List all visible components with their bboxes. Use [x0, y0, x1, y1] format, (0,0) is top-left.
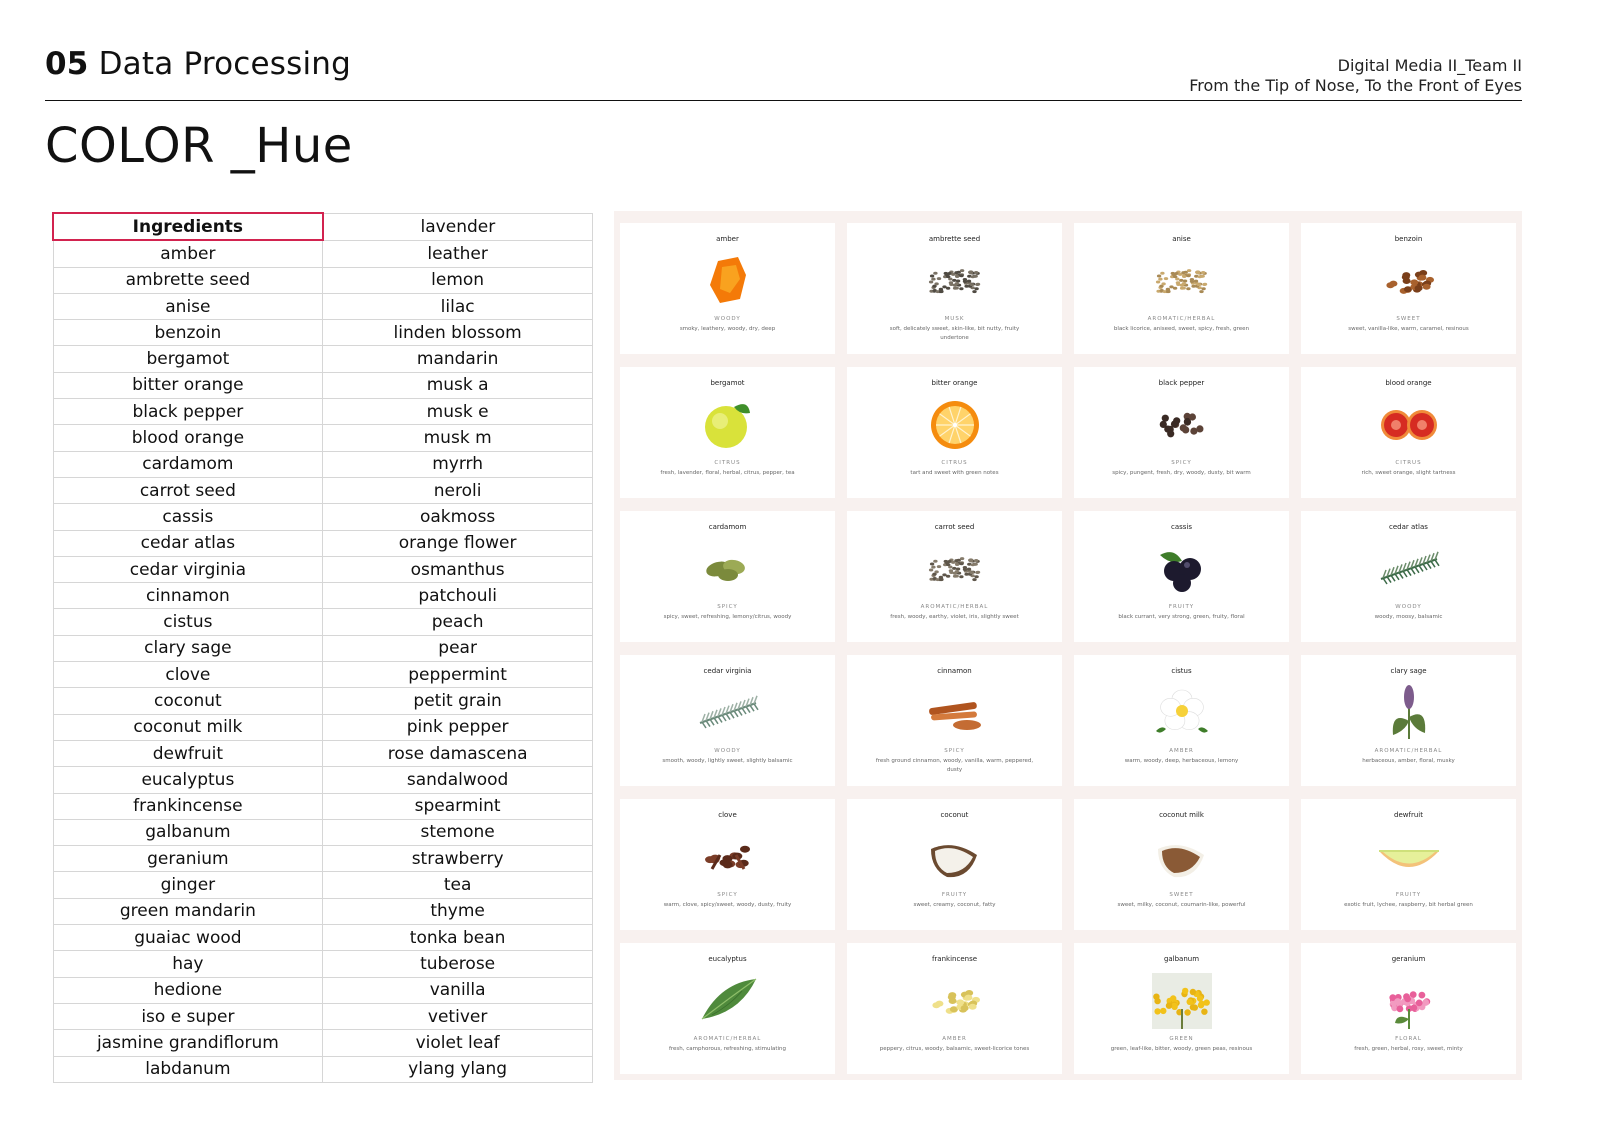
table-cell[interactable]: cedar virginia	[53, 556, 323, 582]
card-description: warm, clove, spicy/sweet, woody, dusty, fruity	[663, 902, 792, 908]
table-row	[53, 1056, 593, 1082]
card-name: coconut milk	[1159, 811, 1204, 819]
card-category: AROMATIC/HERBAL	[693, 1036, 762, 1042]
ingredient-cards-grid	[614, 211, 1522, 1080]
ingredient-card	[1301, 943, 1516, 1074]
table-row	[53, 399, 593, 425]
card-category: AMBER	[942, 1036, 967, 1042]
table-cell[interactable]: geranium	[53, 846, 323, 872]
table-row	[53, 688, 593, 714]
table-cell[interactable]: musk e	[323, 399, 593, 425]
table-row	[53, 320, 593, 346]
card-description: fresh, camphorous, refreshing, stimulating	[668, 1046, 787, 1052]
table-row	[53, 372, 593, 398]
table-row	[53, 740, 593, 766]
table-cell[interactable]: cardamom	[53, 451, 323, 477]
card-name: bitter orange	[931, 379, 978, 387]
card-description: sweet, creamy, coconut, fatty	[913, 902, 996, 908]
table-cell[interactable]: strawberry	[323, 846, 593, 872]
table-cell[interactable]: vetiver	[323, 1003, 593, 1029]
blood-orange-icon	[1371, 393, 1447, 453]
table-cell[interactable]: ylang ylang	[323, 1056, 593, 1082]
melon-slice-icon	[1371, 825, 1447, 885]
card-description: peppery, citrus, woody, balsamic, sweet-licorice tones	[879, 1046, 1030, 1052]
card-description: tart and sweet with green notes	[910, 470, 999, 476]
card-name: cardamom	[708, 523, 747, 531]
ingredient-card	[1301, 367, 1516, 498]
table-cell[interactable]: bitter orange	[53, 372, 323, 398]
resin-chunks-icon	[1371, 249, 1447, 309]
table-cell[interactable]: thyme	[323, 898, 593, 924]
bergamot-fruit-icon	[690, 393, 766, 453]
ingredient-card	[847, 367, 1062, 498]
yellow-flowers-icon	[1144, 969, 1220, 1029]
table-cell[interactable]: guaiac wood	[53, 925, 323, 951]
table-cell[interactable]: musk m	[323, 425, 593, 451]
card-description: fresh, lavender, floral, herbal, citrus, pepper, tea	[660, 470, 795, 476]
card-name: eucalyptus	[708, 955, 747, 963]
table-cell[interactable]: bergamot	[53, 346, 323, 372]
card-description: green, leaf-like, bitter, woody, green peas, resinous	[1110, 1046, 1253, 1052]
card-category: WOODY	[1395, 604, 1422, 610]
table-cell[interactable]: tonka bean	[323, 925, 593, 951]
card-name: clove	[718, 811, 737, 819]
table-cell[interactable]: dewfruit	[53, 740, 323, 766]
table-cell[interactable]: jasmine grandiflorum	[53, 1030, 323, 1056]
orange-slice-icon	[917, 393, 993, 453]
table-row	[53, 662, 593, 688]
card-name: black pepper	[1158, 379, 1205, 387]
amber-resin-icon	[690, 249, 766, 309]
card-category: CITRUS	[1395, 460, 1422, 466]
table-cell[interactable]: tea	[323, 872, 593, 898]
card-description: spicy, sweet, refreshing, lemony/citrus, woody	[663, 614, 792, 620]
table-cell[interactable]: cinnamon	[53, 583, 323, 609]
ingredient-card	[847, 943, 1062, 1074]
ingredient-card	[847, 511, 1062, 642]
card-description: smooth, woody, lightly sweet, slightly balsamic	[662, 758, 793, 764]
table-row	[53, 1030, 593, 1056]
table-cell[interactable]: hay	[53, 951, 323, 977]
table-cell[interactable]: ginger	[53, 872, 323, 898]
card-name: bergamot	[710, 379, 745, 387]
clove-buds-icon	[690, 825, 766, 885]
table-cell[interactable]: galbanum	[53, 819, 323, 845]
header-team-info	[1189, 56, 1522, 96]
card-description: smoky, leathery, woody, dry, deep	[679, 326, 776, 332]
table-cell[interactable]: benzoin	[53, 320, 323, 346]
table-cell[interactable]: carrot seed	[53, 477, 323, 503]
eucalyptus-leaf-icon	[690, 969, 766, 1029]
sage-plant-icon	[1371, 681, 1447, 741]
table-cell[interactable]: leather	[323, 240, 593, 267]
table-cell[interactable]: neroli	[323, 477, 593, 503]
card-category: FRUITY	[1168, 604, 1195, 610]
table-row	[53, 346, 593, 372]
table-row	[53, 635, 593, 661]
ingredient-card	[1074, 799, 1289, 930]
ingredient-card	[620, 799, 835, 930]
card-description: warm, woody, deep, herbaceous, lemony	[1124, 758, 1239, 764]
card-description: fresh, green, herbal, rosy, sweet, minty	[1354, 1046, 1463, 1052]
ingredient-card	[847, 655, 1062, 786]
section-title	[45, 46, 351, 82]
card-name: cedar atlas	[1389, 523, 1428, 531]
table-row	[53, 609, 593, 635]
table-row	[53, 872, 593, 898]
ingredient-card	[620, 511, 835, 642]
project-subtitle: From the Tip of Nose, To the Front of Eyes	[1189, 76, 1522, 95]
table-cell[interactable]: osmanthus	[323, 556, 593, 582]
ingredient-card	[1301, 223, 1516, 354]
card-name: carrot seed	[934, 523, 975, 531]
table-cell[interactable]: myrrh	[323, 451, 593, 477]
table-row	[53, 819, 593, 845]
table-cell[interactable]: iso e super	[53, 1003, 323, 1029]
ingredient-card	[1074, 511, 1289, 642]
card-category: GREEN	[1169, 1036, 1194, 1042]
table-row	[53, 925, 593, 951]
ingredient-card	[1301, 799, 1516, 930]
table-row	[53, 714, 593, 740]
ingredient-card	[1074, 655, 1289, 786]
card-description: soft, delicately sweet, skin-like, bit nutty, fruity undertone	[889, 326, 1020, 341]
table-cell[interactable]: oakmoss	[323, 504, 593, 530]
table-cell[interactable]: blood orange	[53, 425, 323, 451]
seeds-icon	[917, 537, 993, 597]
card-description: black licorice, aniseed, sweet, spicy, fresh, green	[1113, 326, 1250, 332]
table-row	[53, 767, 593, 793]
page-title: COLOR _Hue	[45, 118, 353, 174]
table-cell[interactable]: labdanum	[53, 1056, 323, 1082]
table-cell[interactable]: patchouli	[323, 583, 593, 609]
table-cell[interactable]: lavender	[323, 213, 593, 240]
table-cell[interactable]: peach	[323, 609, 593, 635]
card-description: sweet, vanilla-like, warm, caramel, resinous	[1348, 326, 1469, 332]
card-name: cinnamon	[937, 667, 972, 675]
ingredient-card	[620, 367, 835, 498]
table-cell[interactable]: pink pepper	[323, 714, 593, 740]
table-row	[53, 793, 593, 819]
table-cell[interactable]: coconut	[53, 688, 323, 714]
card-name: anise	[1172, 235, 1191, 243]
table-cell[interactable]: petit grain	[323, 688, 593, 714]
table-cell[interactable]: amber	[53, 240, 323, 267]
table-cell[interactable]: clove	[53, 662, 323, 688]
card-description: exotic fruit, lychee, raspberry, bit herbal green	[1344, 902, 1473, 908]
card-category: SWEET	[1169, 892, 1194, 898]
ingredient-card	[1074, 943, 1289, 1074]
cedar-branch-icon	[1371, 537, 1447, 597]
header-divider	[45, 100, 1522, 101]
table-row	[53, 1003, 593, 1029]
card-category: SPICY	[1171, 460, 1192, 466]
table-cell[interactable]: peppermint	[323, 662, 593, 688]
table-row	[53, 530, 593, 556]
table-cell[interactable]: mandarin	[323, 346, 593, 372]
table-cell[interactable]: cedar atlas	[53, 530, 323, 556]
flower-icon	[1144, 681, 1220, 741]
card-description: fresh, woody, earthy, violet, iris, slightly sweet	[890, 614, 1019, 620]
table-row	[53, 951, 593, 977]
table-cell[interactable]: violet leaf	[323, 1030, 593, 1056]
table-cell[interactable]: lilac	[323, 293, 593, 319]
table-cell[interactable]: hedione	[53, 977, 323, 1003]
card-category: SPICY	[717, 892, 738, 898]
table-row	[53, 898, 593, 924]
table-cell[interactable]: stemone	[323, 819, 593, 845]
card-category: FLORAL	[1395, 1036, 1422, 1042]
card-name: cedar virginia	[703, 667, 752, 675]
table-header-cell[interactable]: Ingredients	[53, 213, 323, 240]
section-name: Data Processing	[98, 46, 352, 82]
card-category: FRUITY	[1395, 892, 1422, 898]
table-cell[interactable]: spearmint	[323, 793, 593, 819]
coconut-icon	[1144, 825, 1220, 885]
table-row	[53, 477, 593, 503]
seeds-icon	[1144, 249, 1220, 309]
ingredient-card	[620, 655, 835, 786]
table-cell[interactable]: cistus	[53, 609, 323, 635]
section-number: 05	[45, 46, 89, 82]
card-name: frankincense	[931, 955, 978, 963]
coconut-icon	[917, 825, 993, 885]
table-cell[interactable]: black pepper	[53, 399, 323, 425]
card-name: benzoin	[1394, 235, 1423, 243]
seeds-icon	[917, 249, 993, 309]
table-row	[53, 846, 593, 872]
ingredient-card	[620, 943, 835, 1074]
card-category: SPICY	[717, 604, 738, 610]
ingredient-card	[1074, 223, 1289, 354]
table-row	[53, 977, 593, 1003]
table-row	[53, 240, 593, 267]
table-cell[interactable]: frankincense	[53, 793, 323, 819]
table-cell[interactable]: coconut milk	[53, 714, 323, 740]
card-category: MUSK	[944, 316, 965, 322]
ingredient-card	[1074, 367, 1289, 498]
card-category: AROMATIC/HERBAL	[1374, 748, 1443, 754]
ingredient-card	[847, 799, 1062, 930]
table-cell[interactable]: linden blossom	[323, 320, 593, 346]
card-description: spicy, pungent, fresh, dry, woody, dusty, bit warm	[1112, 470, 1251, 476]
card-name: cistus	[1171, 667, 1192, 675]
table-row	[53, 451, 593, 477]
card-category: CITRUS	[714, 460, 741, 466]
card-description: herbaceous, amber, floral, musky	[1362, 758, 1455, 764]
card-description: rich, sweet orange, slight tartness	[1361, 470, 1456, 476]
pink-flowers-icon	[1371, 969, 1447, 1029]
card-category: AROMATIC/HERBAL	[920, 604, 989, 610]
card-name: blood orange	[1385, 379, 1432, 387]
table-cell[interactable]: musk a	[323, 372, 593, 398]
table-row	[53, 267, 593, 293]
card-description: sweet, milky, coconut, coumarin-like, powerful	[1117, 902, 1246, 908]
card-name: dewfruit	[1394, 811, 1423, 819]
card-category: WOODY	[714, 748, 741, 754]
table-cell[interactable]: eucalyptus	[53, 767, 323, 793]
card-description: woody, moosy, balsamic	[1374, 614, 1443, 620]
card-category: WOODY	[714, 316, 741, 322]
card-name: galbanum	[1163, 955, 1200, 963]
card-description: black currant, very strong, green, fruity, floral	[1118, 614, 1245, 620]
table-cell[interactable]: cassis	[53, 504, 323, 530]
table-row	[53, 425, 593, 451]
card-category: FRUITY	[941, 892, 968, 898]
card-category: AMBER	[1169, 748, 1194, 754]
table-cell[interactable]: orange flower	[323, 530, 593, 556]
cedar-branch-icon	[690, 681, 766, 741]
ingredient-card	[1301, 655, 1516, 786]
ingredient-card	[847, 223, 1062, 354]
card-name: cassis	[1170, 523, 1193, 531]
resin-chunks-icon	[917, 969, 993, 1029]
ingredient-card	[1301, 511, 1516, 642]
ingredient-card	[620, 223, 835, 354]
table-row	[53, 213, 593, 240]
team-name: Digital Media II_Team II	[1337, 56, 1522, 75]
card-name: coconut	[940, 811, 969, 819]
table-cell[interactable]: clary sage	[53, 635, 323, 661]
cardamom-pods-icon	[690, 537, 766, 597]
table-cell[interactable]: tuberose	[323, 951, 593, 977]
table-cell[interactable]: pear	[323, 635, 593, 661]
card-category: SWEET	[1396, 316, 1421, 322]
table-row	[53, 583, 593, 609]
berries-icon	[1144, 537, 1220, 597]
table-cell[interactable]: sandalwood	[323, 767, 593, 793]
card-name: ambrette seed	[928, 235, 981, 243]
ingredients-table	[52, 212, 593, 1083]
table-cell[interactable]: green mandarin	[53, 898, 323, 924]
table-cell[interactable]: rose damascena	[323, 740, 593, 766]
table-cell[interactable]: vanilla	[323, 977, 593, 1003]
table-row	[53, 504, 593, 530]
peppercorns-icon	[1144, 393, 1220, 453]
card-name: geranium	[1391, 955, 1426, 963]
card-name: amber	[716, 235, 739, 243]
card-category: CITRUS	[941, 460, 968, 466]
table-row	[53, 293, 593, 319]
card-name: clary sage	[1390, 667, 1427, 675]
card-category: AROMATIC/HERBAL	[1147, 316, 1216, 322]
card-category: SPICY	[944, 748, 965, 754]
table-cell[interactable]: lemon	[323, 267, 593, 293]
cinnamon-sticks-icon	[917, 681, 993, 741]
table-row	[53, 556, 593, 582]
table-cell[interactable]: ambrette seed	[53, 267, 323, 293]
table-cell[interactable]: anise	[53, 293, 323, 319]
card-description: fresh ground cinnamon, woody, vanilla, warm, peppered, dusty	[875, 758, 1034, 773]
